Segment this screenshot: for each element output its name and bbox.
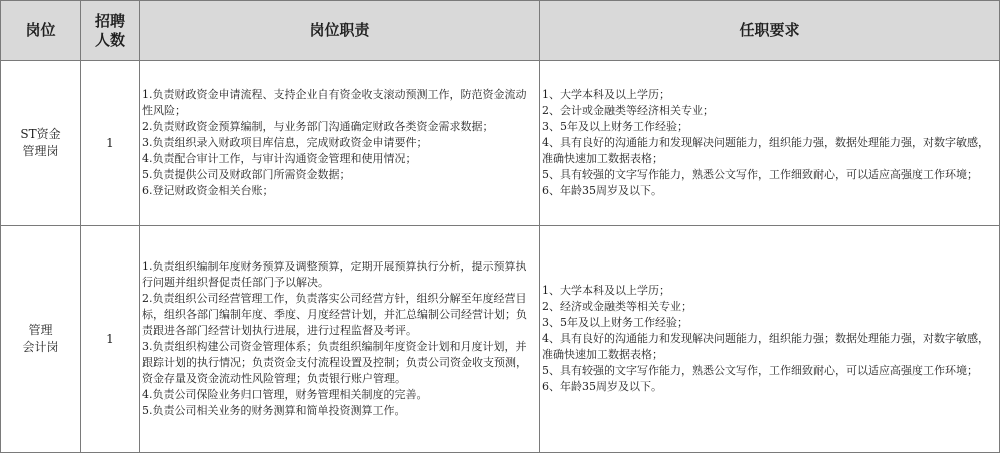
position-line1: ST资金 bbox=[20, 127, 61, 141]
requirement-item: 3、5年及以上财务工作经验； bbox=[542, 316, 688, 329]
requirement-item: 6、年龄35周岁及以下。 bbox=[542, 380, 662, 393]
requirement-item: 4、具有良好的沟通能力和发现解决问题能力，组织能力强；数据处理能力强，对数字敏感，准确快速加工数据表格； bbox=[542, 332, 989, 361]
position-line2: 会计岗 bbox=[22, 340, 59, 354]
header-requirements: 任职要求 bbox=[540, 1, 1000, 61]
duty-item: 3.负责组织录入财政项目库信息，完成财政资金申请要件； bbox=[142, 136, 428, 149]
header-headcount-line1: 招聘 bbox=[94, 11, 125, 30]
duties-cell bbox=[140, 226, 540, 453]
header-headcount bbox=[81, 1, 140, 61]
headcount-cell: 1 bbox=[81, 61, 140, 226]
table-row bbox=[1, 226, 1000, 453]
position-cell bbox=[1, 226, 81, 453]
requirement-item: 5、具有较强的文字写作能力，熟悉公文写作，工作细致耐心，可以适应高强度工作环境； bbox=[542, 168, 978, 181]
requirement-item: 1、大学本科及以上学历； bbox=[542, 284, 670, 297]
duty-item: 1.负责组织编制年度财务预算及调整预算，定期开展预算执行分析，提示预算执行问题并组织督促责任部门予以解决。 bbox=[142, 260, 527, 289]
header-duties: 岗位职责 bbox=[140, 1, 540, 61]
requirement-item: 1、大学本科及以上学历； bbox=[542, 88, 670, 101]
table-row bbox=[1, 61, 1000, 226]
position-cell bbox=[1, 61, 81, 226]
position-line1: 管理 bbox=[28, 323, 53, 337]
header-row bbox=[1, 1, 1000, 61]
header-position: 岗位 bbox=[1, 1, 81, 61]
position-line2: 管理岗 bbox=[22, 144, 59, 158]
duty-item: 2.负责组织公司经营管理工作，负责落实公司经营方针，组织分解至年度经营目标，组织各部门编制年度、季度、月度经营计划，并汇总编制公司经营计划；负责跟进各部门经营计划执行进展，进行过程监督及考评。 bbox=[142, 292, 527, 337]
duty-item: 1.负责财政资金申请流程、支持企业自有资金收支滚动预测工作，防范资金流动性风险； bbox=[142, 88, 527, 117]
duties-cell bbox=[140, 61, 540, 226]
duty-item: 4.负责配合审计工作，与审计沟通资金管理和使用情况； bbox=[142, 152, 417, 165]
requirements-cell bbox=[540, 61, 1000, 226]
duty-item: 4.负责公司保险业务归口管理，财务管理相关制度的完善。 bbox=[142, 388, 428, 401]
duty-item: 6.登记财政资金相关台账； bbox=[142, 184, 274, 197]
duty-item: 5.负责公司相关业务的财务测算和简单投资测算工作。 bbox=[142, 404, 406, 417]
requirement-item: 4、具有良好的沟通能力和发现解决问题能力，组织能力强，数据处理能力强，对数字敏感，准确快速加工数据表格； bbox=[542, 136, 989, 165]
duty-item: 2.负责财政资金预算编制，与业务部门沟通确定财政各类资金需求数据； bbox=[142, 120, 494, 133]
duty-item: 5.负责提供公司及财政部门所需资金数据； bbox=[142, 168, 351, 181]
requirement-item: 3、5年及以上财务工作经验； bbox=[542, 120, 688, 133]
requirement-item: 2、经济或金融类等相关专业； bbox=[542, 300, 692, 313]
requirement-item: 2、会计或金融类等经济相关专业； bbox=[542, 104, 714, 117]
header-headcount-line2: 人数 bbox=[94, 30, 125, 49]
requirement-item: 6、年龄35周岁及以下。 bbox=[542, 184, 662, 197]
headcount-cell: 1 bbox=[81, 226, 140, 453]
requirements-cell bbox=[540, 226, 1000, 453]
duty-item: 3.负责组织构建公司资金管理体系；负责组织编制年度资金计划和月度计划，并跟踪计划的执行情况；负责资金支付流程设置及控制；负责公司资金收支预测，资金存量及资金流动性风险管理；负责银行账户管理。 bbox=[142, 340, 527, 385]
requirement-item: 5、具有较强的文字写作能力，熟悉公文写作，工作细致耐心，可以适应高强度工作环境； bbox=[542, 364, 978, 377]
